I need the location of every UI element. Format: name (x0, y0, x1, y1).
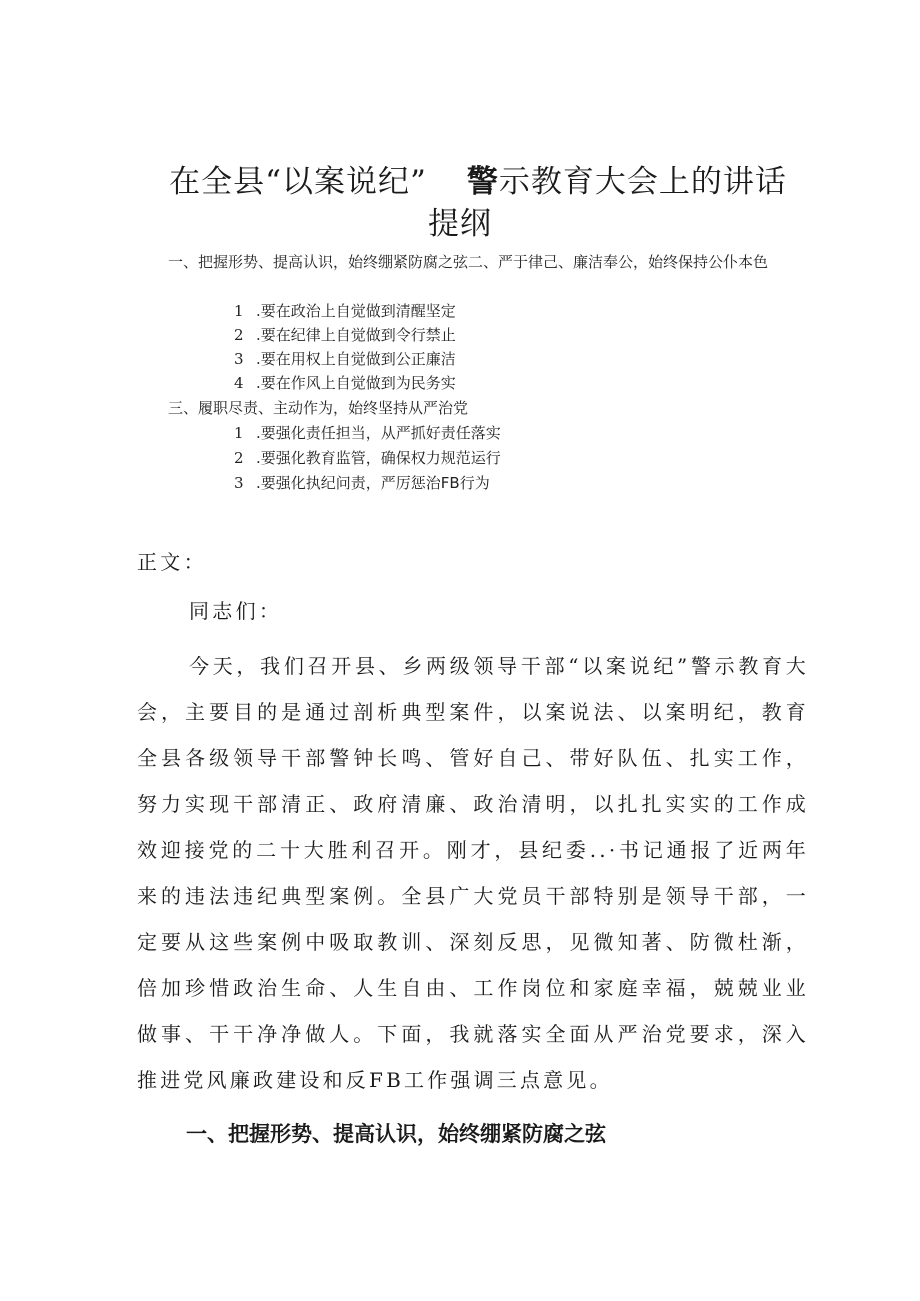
outline-subitem-number: 1 (234, 302, 244, 320)
outline-subitem-text: .要在作风上自觉做到为民务实 (256, 374, 456, 392)
title-segment-2: 示教育大会上的讲话 (498, 164, 787, 200)
document-title-line-1 (18, 156, 920, 201)
outline-subitem (234, 472, 490, 493)
outline-subitem (234, 348, 456, 369)
outline-subitem-text: .要在用权上自觉做到公正廉洁 (256, 350, 456, 368)
outline-subitem-text: .要在政治上自觉做到清醒坚定 (256, 302, 456, 320)
outline-subitem-number: 1 (234, 424, 244, 442)
outline-subitem-text: .要强化执纪问责，严厉惩治FB行为 (256, 474, 490, 492)
document-title-line-2: 提纲 (428, 206, 492, 242)
outline-subitem (234, 422, 501, 443)
outline-subitem-text: .要强化教育监管，确保权力规范运行 (256, 449, 501, 467)
outline-subitem-text: .要在纪律上自觉做到令行禁止 (256, 326, 456, 344)
outline-subitem-number: 2 (234, 449, 244, 467)
title-segment-1: 在全县“以案说纪” (169, 164, 427, 200)
outline-subitem-number: 2 (234, 326, 244, 344)
body-paragraph: 今天，我们召开县、乡两级领导干部“以案说纪”警示教育大会，主要目的是通过剖析典型案件，以案说法、以案明纪，教育全县各级领导干部警钟长鸣、管好自己、带好队伍、扎实工作，努力实现干部清正、政府清廉、政治清明，以扎扎实实的工作成效迎接党的二十大胜利召开。刚才，县纪委..·书记通报了近两年来的违法违纪典型案例。全县广大党员干部特别是领导干部，一定要从这些案例中吸取教训、深刻反思，见微知著、防微杜渐，倍加珍惜政治生命、人生自由、工作岗位和家庭幸福，兢兢业业做事、干干净净做人。下面，我就落实全面从严治党要求，深入推进党风廉政建设和反FB工作强调三点意见。 (137, 654, 809, 1092)
body-label: 正文： (137, 550, 207, 574)
outline-item-1-2: 一、把握形势、提高认识，始终绷紧防腐之弦二、严于律己、廉洁奉公，始终保持公仆本色 (168, 253, 769, 271)
outline-subitem-number: 3 (234, 350, 244, 368)
outline-subitem (234, 300, 456, 321)
outline-subitem (234, 447, 501, 468)
greeting: 同志们： (189, 599, 283, 623)
outline-subitem-number: 3 (234, 474, 244, 492)
outline-subitem-text: .要强化责任担当，从严抓好责任落实 (256, 424, 501, 442)
outline-subitem-number: 4 (234, 374, 244, 392)
outline-item-3: 三、履职尽责、主动作为，始终坚持从严治党 (168, 399, 469, 417)
section-heading: 一、把握形势、提高认识，始终绷紧防腐之弦 (186, 1122, 606, 1146)
title-bold-char: 警 (466, 164, 499, 200)
outline-subitem (234, 372, 456, 393)
outline-subitem (234, 324, 456, 345)
